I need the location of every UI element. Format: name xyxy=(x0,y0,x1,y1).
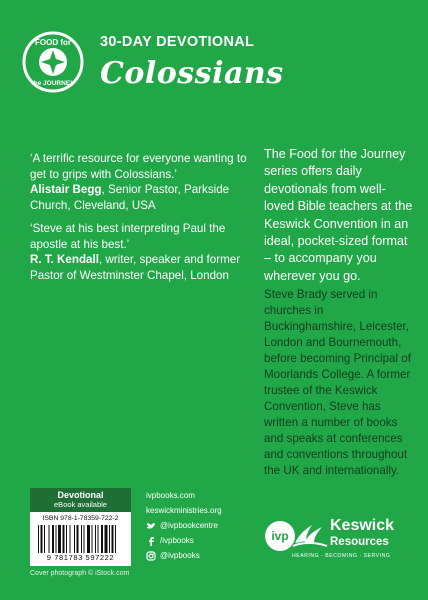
keswick-sub: Resources xyxy=(330,536,389,548)
keswick-site-text: keswickministries.org xyxy=(146,506,222,515)
keswick-site-link[interactable] xyxy=(146,503,222,518)
endorsement-name: R. T. Kendall xyxy=(30,253,99,266)
isbn-box xyxy=(30,488,131,566)
endorsement-attribution xyxy=(30,252,255,283)
keswick-name: Keswick xyxy=(330,517,395,534)
twitter-icon xyxy=(146,521,156,531)
twitter-link[interactable] xyxy=(146,518,222,533)
endorsement-role: , Senior Pastor, Parkside Church, Cleveland, USA xyxy=(30,183,230,212)
format-label: Devotional xyxy=(57,490,104,500)
keswick-emblem-icon xyxy=(292,519,328,549)
instagram-icon xyxy=(146,551,156,561)
logo-bottom-text: the JOURNEY xyxy=(31,80,75,87)
website-link[interactable] xyxy=(146,488,222,503)
twitter-handle: @ivpbookcentre xyxy=(160,521,218,530)
keswick-resources-logo xyxy=(292,517,416,557)
endorsement-quote: ‘A terrific resource for everyone wanting to get to grips with Colossians.’ xyxy=(30,152,247,181)
website-text: ivpbooks.com xyxy=(146,491,195,500)
facebook-link[interactable] xyxy=(146,533,222,548)
book-title: Colossians xyxy=(100,56,284,91)
series-blurb: The Food for the Journey series offers daily devotionals from well-loved Bible teachers at the Keswick Convention in an ideal, pocket-sized format – to accompany you wherever you go. xyxy=(264,147,413,283)
keswick-tagline: HEARING · BECOMING · SERVING xyxy=(292,553,391,559)
facebook-icon xyxy=(146,536,156,546)
ivp-logo: ivp xyxy=(265,521,295,551)
series-label: 30-DAY DEVOTIONAL xyxy=(100,34,255,50)
barcode-digits: 9 781783 597222 xyxy=(46,553,115,562)
endorsement xyxy=(30,221,255,283)
endorsement-attribution xyxy=(30,182,255,213)
author-bio: Steve Brady served in churches in Buckinghamshire, Leicester, London and Bournemouth, before becoming Principal of Moorlands College. A former trustee of the Keswick Convention, Steve has written a number of books and speaks at conferences and conventions throughout the UK and internationally. xyxy=(264,288,411,477)
barcode xyxy=(38,525,124,553)
food-for-the-journey-logo xyxy=(22,31,84,93)
publisher-links xyxy=(146,488,222,563)
instagram-link[interactable] xyxy=(146,548,222,563)
isbn-number: ISBN 978-1-78359-722-2 xyxy=(42,515,119,522)
endorsement-quote: ‘Steve at his best interpreting Paul the apostle at his best.’ xyxy=(30,222,226,251)
ebook-note: eBook available xyxy=(54,500,107,509)
endorsement-role: , writer, speaker and former Pastor of Westminster Chapel, London xyxy=(30,253,241,282)
logo-top-text: FOOD for xyxy=(35,38,71,47)
cover-credit: Cover photograph © iStock.com xyxy=(30,570,130,577)
endorsement-name: Alistair Begg xyxy=(30,183,102,196)
facebook-handle: /ivpbooks xyxy=(160,536,194,545)
format-band xyxy=(30,488,131,512)
endorsement xyxy=(30,151,255,213)
instagram-handle: @ivpbooks xyxy=(160,551,200,560)
